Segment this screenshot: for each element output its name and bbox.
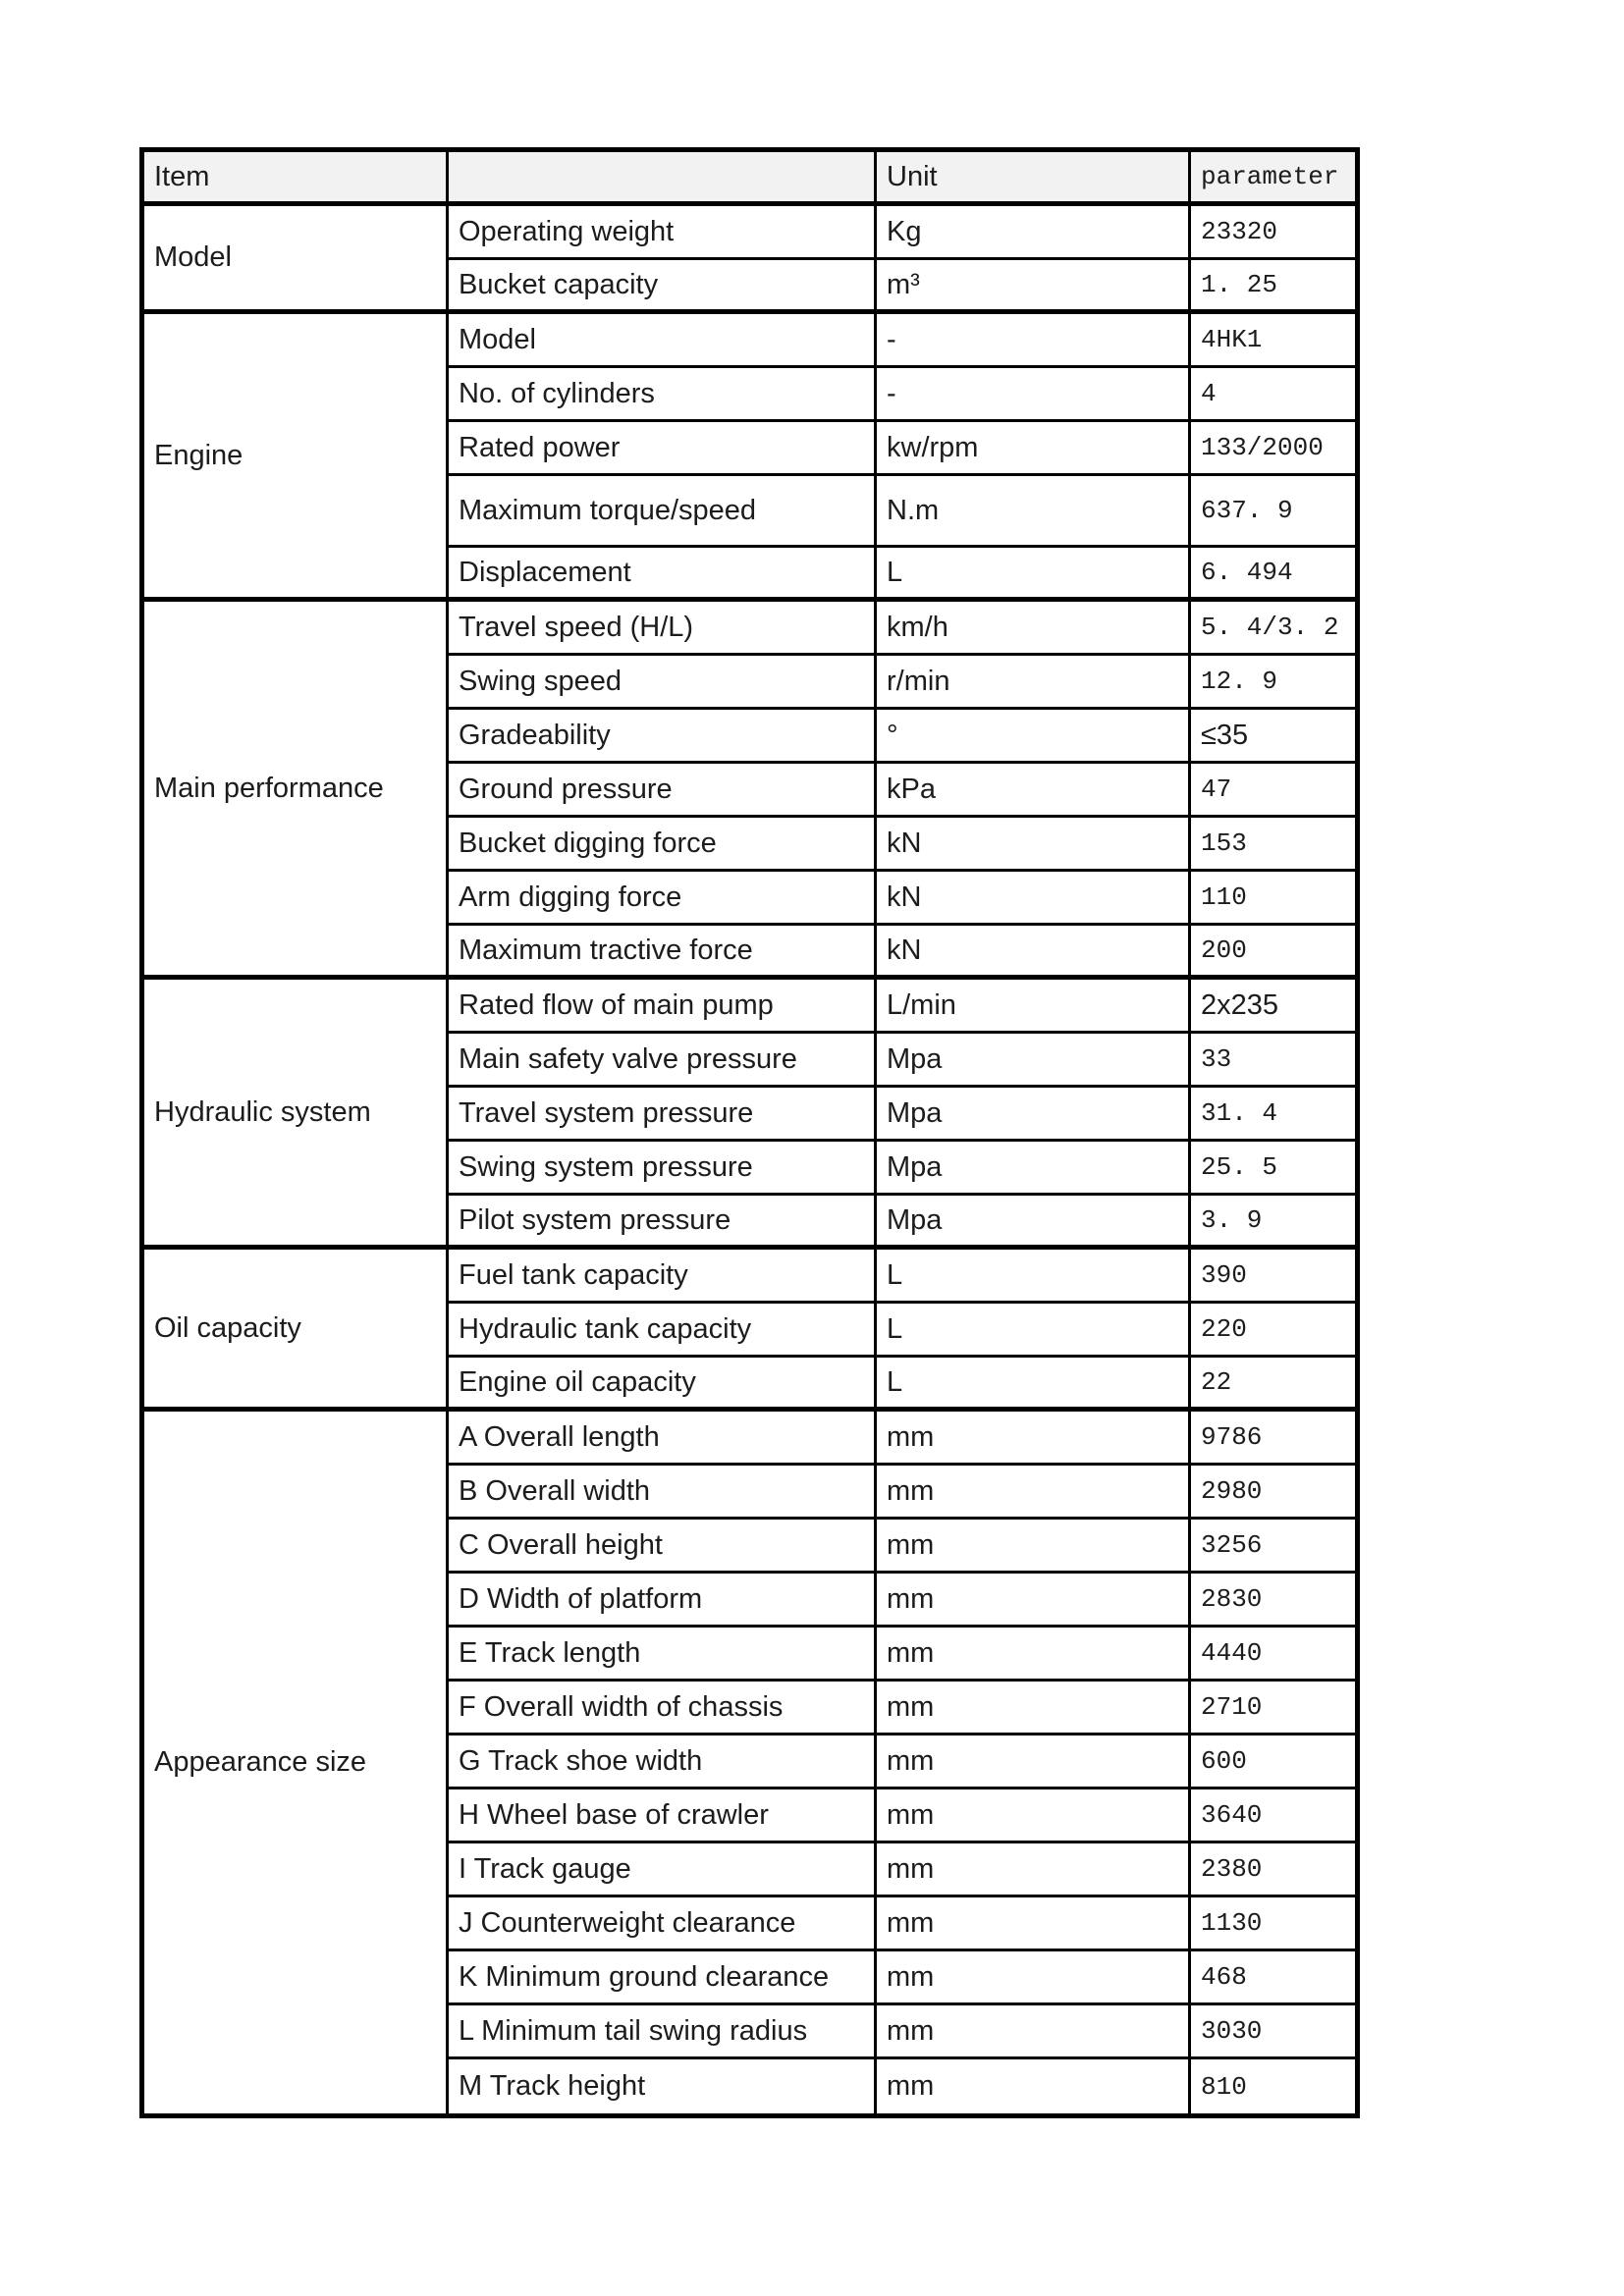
row-value-maximum-tractive-force: 200 (1191, 926, 1355, 980)
row-value-gradeability: ≤35 (1191, 710, 1355, 764)
row-label-displacement: Displacement (449, 548, 877, 602)
row-unit-h-wheel-base-of-crawler: mm (877, 1789, 1191, 1843)
row-value-pilot-system-pressure: 3. 9 (1191, 1196, 1355, 1250)
row-value-rated-power: 133/2000 (1191, 422, 1355, 476)
row-label-f-overall-width-of-chassis: F Overall width of chassis (449, 1682, 877, 1735)
row-unit-k-minimum-ground-clearance: mm (877, 1951, 1191, 2005)
row-unit-j-counterweight-clearance: mm (877, 1897, 1191, 1951)
group-label-model: Model (144, 206, 449, 314)
row-value-engine-oil-capacity: 22 (1191, 1358, 1355, 1412)
row-label-ground-pressure: Ground pressure (449, 764, 877, 818)
row-label-k-minimum-ground-clearance: K Minimum ground clearance (449, 1951, 877, 2005)
row-label-arm-digging-force: Arm digging force (449, 872, 877, 926)
row-value-fuel-tank-capacity: 390 (1191, 1250, 1355, 1304)
row-label-h-wheel-base-of-crawler: H Wheel base of crawler (449, 1789, 877, 1843)
row-label-l-minimum-tail-swing-radius: L Minimum tail swing radius (449, 2005, 877, 2059)
row-value-ground-pressure: 47 (1191, 764, 1355, 818)
row-label-swing-system-pressure: Swing system pressure (449, 1142, 877, 1196)
row-label-model: Model (449, 314, 877, 368)
row-unit-maximum-torque-speed: N.m (877, 476, 1191, 548)
group-label-main-performance: Main performance (144, 602, 449, 980)
row-label-no-of-cylinders: No. of cylinders (449, 368, 877, 422)
row-unit-travel-speed-h-l: km/h (877, 602, 1191, 656)
row-label-engine-oil-capacity: Engine oil capacity (449, 1358, 877, 1412)
row-label-i-track-gauge: I Track gauge (449, 1843, 877, 1897)
row-value-model: 4HK1 (1191, 314, 1355, 368)
group-label-engine: Engine (144, 314, 449, 602)
row-value-f-overall-width-of-chassis: 2710 (1191, 1682, 1355, 1735)
row-value-c-overall-height: 3256 (1191, 1520, 1355, 1574)
group-label-appearance-size: Appearance size (144, 1412, 449, 2113)
row-label-m-track-height: M Track height (449, 2059, 877, 2113)
row-label-rated-flow-of-main-pump: Rated flow of main pump (449, 980, 877, 1034)
row-value-displacement: 6. 494 (1191, 548, 1355, 602)
row-value-a-overall-length: 9786 (1191, 1412, 1355, 1466)
row-unit-a-overall-length: mm (877, 1412, 1191, 1466)
row-label-travel-system-pressure: Travel system pressure (449, 1088, 877, 1142)
row-value-bucket-capacity: 1. 25 (1191, 260, 1355, 314)
row-value-h-wheel-base-of-crawler: 3640 (1191, 1789, 1355, 1843)
row-unit-bucket-digging-force: kN (877, 818, 1191, 872)
row-value-bucket-digging-force: 153 (1191, 818, 1355, 872)
row-unit-bucket-capacity: m³ (877, 260, 1191, 314)
row-value-travel-system-pressure: 31. 4 (1191, 1088, 1355, 1142)
row-value-i-track-gauge: 2380 (1191, 1843, 1355, 1897)
spec-table (139, 147, 1360, 2118)
row-value-e-track-length: 4440 (1191, 1628, 1355, 1682)
row-label-swing-speed: Swing speed (449, 656, 877, 710)
row-unit-m-track-height: mm (877, 2059, 1191, 2113)
row-value-maximum-torque-speed: 637. 9 (1191, 476, 1355, 548)
row-value-operating-weight: 23320 (1191, 206, 1355, 260)
row-unit-b-overall-width: mm (877, 1466, 1191, 1520)
row-label-d-width-of-platform: D Width of platform (449, 1574, 877, 1628)
row-value-rated-flow-of-main-pump: 2x235 (1191, 980, 1355, 1034)
row-value-j-counterweight-clearance: 1130 (1191, 1897, 1355, 1951)
row-unit-arm-digging-force: kN (877, 872, 1191, 926)
row-value-g-track-shoe-width: 600 (1191, 1735, 1355, 1789)
row-unit-model: - (877, 314, 1191, 368)
row-unit-gradeability: ° (877, 710, 1191, 764)
row-value-swing-system-pressure: 25. 5 (1191, 1142, 1355, 1196)
row-unit-rated-power: kw/rpm (877, 422, 1191, 476)
row-unit-displacement: L (877, 548, 1191, 602)
row-unit-swing-system-pressure: Mpa (877, 1142, 1191, 1196)
row-label-c-overall-height: C Overall height (449, 1520, 877, 1574)
header-parameter: parameter (1191, 152, 1355, 206)
row-unit-travel-system-pressure: Mpa (877, 1088, 1191, 1142)
row-label-bucket-digging-force: Bucket digging force (449, 818, 877, 872)
row-label-maximum-tractive-force: Maximum tractive force (449, 926, 877, 980)
row-label-main-safety-valve-pressure: Main safety valve pressure (449, 1034, 877, 1088)
row-unit-e-track-length: mm (877, 1628, 1191, 1682)
row-label-rated-power: Rated power (449, 422, 877, 476)
row-unit-d-width-of-platform: mm (877, 1574, 1191, 1628)
row-unit-engine-oil-capacity: L (877, 1358, 1191, 1412)
row-unit-f-overall-width-of-chassis: mm (877, 1682, 1191, 1735)
row-label-e-track-length: E Track length (449, 1628, 877, 1682)
row-label-j-counterweight-clearance: J Counterweight clearance (449, 1897, 877, 1951)
row-value-b-overall-width: 2980 (1191, 1466, 1355, 1520)
group-label-oil-capacity: Oil capacity (144, 1250, 449, 1412)
row-label-b-overall-width: B Overall width (449, 1466, 877, 1520)
row-value-main-safety-valve-pressure: 33 (1191, 1034, 1355, 1088)
row-value-travel-speed-h-l: 5. 4/3. 2 (1191, 602, 1355, 656)
row-label-hydraulic-tank-capacity: Hydraulic tank capacity (449, 1304, 877, 1358)
row-unit-fuel-tank-capacity: L (877, 1250, 1191, 1304)
row-unit-i-track-gauge: mm (877, 1843, 1191, 1897)
row-value-hydraulic-tank-capacity: 220 (1191, 1304, 1355, 1358)
row-label-fuel-tank-capacity: Fuel tank capacity (449, 1250, 877, 1304)
row-value-k-minimum-ground-clearance: 468 (1191, 1951, 1355, 2005)
row-unit-c-overall-height: mm (877, 1520, 1191, 1574)
row-unit-operating-weight: Kg (877, 206, 1191, 260)
row-unit-maximum-tractive-force: kN (877, 926, 1191, 980)
row-label-g-track-shoe-width: G Track shoe width (449, 1735, 877, 1789)
row-unit-hydraulic-tank-capacity: L (877, 1304, 1191, 1358)
row-unit-ground-pressure: kPa (877, 764, 1191, 818)
row-unit-main-safety-valve-pressure: Mpa (877, 1034, 1191, 1088)
row-label-gradeability: Gradeability (449, 710, 877, 764)
row-unit-no-of-cylinders: - (877, 368, 1191, 422)
row-value-swing-speed: 12. 9 (1191, 656, 1355, 710)
row-value-no-of-cylinders: 4 (1191, 368, 1355, 422)
row-unit-g-track-shoe-width: mm (877, 1735, 1191, 1789)
row-label-maximum-torque-speed: Maximum torque/speed (449, 476, 877, 548)
row-value-d-width-of-platform: 2830 (1191, 1574, 1355, 1628)
row-unit-rated-flow-of-main-pump: L/min (877, 980, 1191, 1034)
group-label-hydraulic-system: Hydraulic system (144, 980, 449, 1250)
header-item: Item (144, 152, 449, 206)
header-unit: Unit (877, 152, 1191, 206)
row-label-bucket-capacity: Bucket capacity (449, 260, 877, 314)
row-unit-swing-speed: r/min (877, 656, 1191, 710)
row-label-pilot-system-pressure: Pilot system pressure (449, 1196, 877, 1250)
row-unit-l-minimum-tail-swing-radius: mm (877, 2005, 1191, 2059)
row-label-a-overall-length: A Overall length (449, 1412, 877, 1466)
header-blank (449, 152, 877, 206)
row-label-travel-speed-h-l: Travel speed (H/L) (449, 602, 877, 656)
row-value-m-track-height: 810 (1201, 2071, 1247, 2102)
row-value-arm-digging-force: 110 (1191, 872, 1355, 926)
row-unit-pilot-system-pressure: Mpa (877, 1196, 1191, 1250)
row-value-l-minimum-tail-swing-radius: 3030 (1191, 2005, 1355, 2059)
row-label-operating-weight: Operating weight (449, 206, 877, 260)
